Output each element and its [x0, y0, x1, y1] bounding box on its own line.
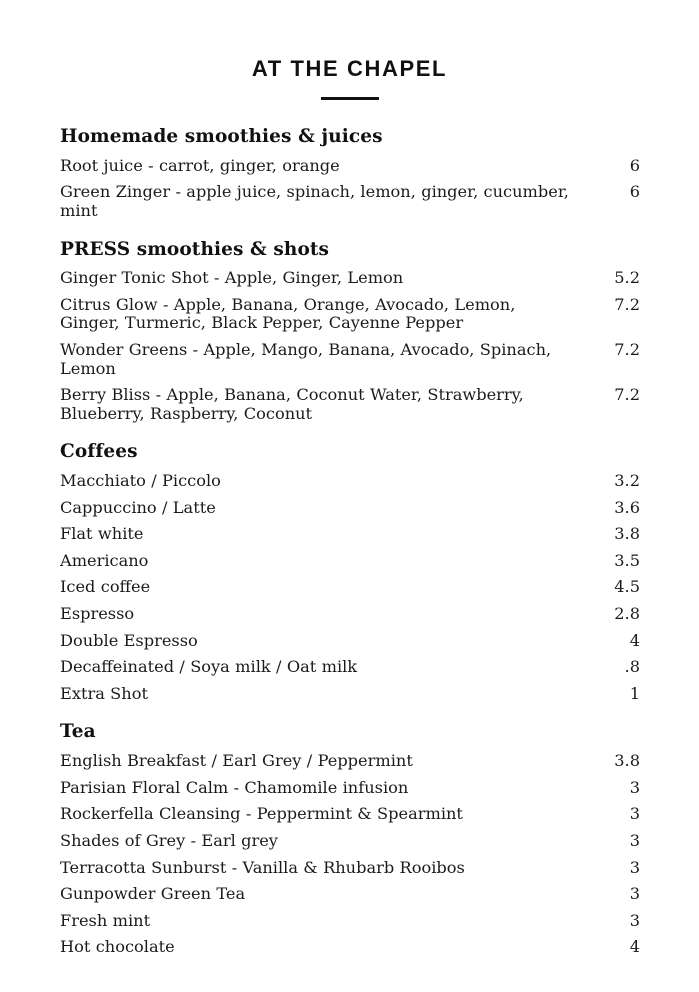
menu-item-name: Rockerfella Cleansing - Peppermint & Spearmint [60, 804, 463, 824]
menu-item [60, 521, 640, 548]
menu-item-name: Ginger Tonic Shot - Apple, Ginger, Lemon [60, 268, 404, 288]
menu-item-name: Fresh mint [60, 910, 151, 930]
menu-item-name: Espresso [60, 604, 135, 624]
menu-item [60, 681, 640, 708]
menu-item-name: Terracotta Sunburst - Vanilla & Rhubarb Rooibos [60, 857, 465, 877]
menu-item-name: Americano [60, 550, 149, 570]
menu-item-name: Wonder Greens - Apple, Mango, Banana, Avocado, Spinach, Lemon [60, 340, 552, 378]
menu-item [60, 775, 640, 802]
menu-item-price: 7.2 [614, 385, 640, 405]
menu-item-price: 3.6 [614, 497, 640, 517]
menu-item-name: English Breakfast / Earl Grey / Peppermint [60, 751, 413, 771]
menu-item [60, 748, 640, 775]
menu-item-price: 3 [629, 804, 640, 824]
menu-item-price: 6 [629, 155, 640, 175]
section-title: PRESS smoothies & shots [60, 238, 330, 260]
menu-item-name: Iced coffee [60, 577, 151, 597]
menu-item-list [60, 153, 640, 225]
menu-item-name: Hot chocolate [60, 937, 175, 957]
menu-item-name: Berry Bliss - Apple, Banana, Coconut Water, Strawberry, Blueberry, Raspberry, Coconut [60, 385, 524, 423]
menu-item-price: 3.5 [614, 550, 640, 570]
menu-item-list [60, 265, 640, 427]
menu-item-name: Macchiato / Piccolo [60, 471, 221, 491]
menu-item [60, 934, 640, 961]
menu-item-price: 4 [629, 630, 640, 650]
menu-item-name: Cappuccino / Latte [60, 497, 216, 517]
menu-item [60, 292, 640, 337]
menu-item [60, 265, 640, 292]
menu-item-list [60, 748, 640, 961]
menu-item-price: 3.8 [614, 751, 640, 771]
menu-item [60, 855, 640, 882]
menu-item-name: Flat white [60, 524, 144, 544]
page-title: AT THE CHAPEL [251, 56, 448, 81]
menu-item-name: Citrus Glow - Apple, Banana, Orange, Avocado, Lemon, Ginger, Turmeric, Black Pepper, Cayenne Pepper [60, 294, 516, 333]
menu-item-price: 3.2 [614, 471, 640, 491]
menu-item [60, 654, 640, 681]
menu-item [60, 153, 640, 180]
menu-item-name: Gunpowder Green Tea [60, 884, 246, 904]
menu-item [60, 548, 640, 575]
menu-item-price: 3 [629, 830, 640, 850]
menu-item-name: Root juice - carrot, ginger, orange [60, 155, 340, 175]
menu-item-price: 2.8 [614, 604, 640, 624]
title-divider-rule [321, 97, 379, 100]
menu-item-price: 6 [629, 182, 640, 202]
menu-item-name: Extra Shot [60, 683, 148, 703]
menu-item-name: Double Espresso [60, 630, 198, 650]
menu-item-name: Green Zinger - apple juice, spinach, lemon, ginger, cucumber, mint [60, 182, 569, 220]
menu-section [60, 442, 640, 707]
menu-item-price: 3 [629, 777, 640, 797]
menu-item-price: 4.5 [614, 577, 640, 597]
menu-item [60, 337, 640, 382]
menu-item-price: 3 [629, 857, 640, 877]
menu-item-price: 7.2 [614, 340, 640, 359]
menu-item-name: Shades of Grey - Earl grey [60, 830, 278, 850]
menu-item [60, 628, 640, 655]
menu-item-price: 5.2 [614, 268, 640, 288]
section-title: Homemade smoothies & juices [60, 126, 383, 147]
section-title: Tea [60, 721, 96, 743]
menu-item [60, 382, 640, 427]
section-title: Coffees [60, 441, 138, 463]
menu-item-price: 3 [629, 910, 640, 930]
menu-item [60, 828, 640, 855]
menu-item [60, 179, 640, 224]
menu-item-price: 3 [629, 884, 640, 904]
menu-item [60, 801, 640, 828]
menu-item-price: 3.8 [614, 524, 640, 544]
menu-item-price: 7.2 [614, 294, 640, 314]
menu-item [60, 468, 640, 495]
menu-item-name: Parisian Floral Calm - Chamomile infusion [60, 777, 409, 797]
menu-item [60, 574, 640, 601]
menu-item-list [60, 468, 640, 707]
menu-sections [0, 127, 699, 961]
menu-item [60, 601, 640, 628]
menu-item [60, 495, 640, 522]
menu-section [60, 722, 640, 960]
menu-item-price: 4 [629, 937, 640, 957]
masthead [0, 0, 699, 100]
menu-item-name: Decaffeinated / Soya milk / Oat milk [60, 657, 358, 677]
menu-item [60, 908, 640, 935]
menu-item-price: 1 [629, 683, 640, 703]
menu-section [60, 127, 640, 225]
menu-item-price: .8 [624, 657, 640, 677]
menu-item [60, 881, 640, 908]
menu-section [60, 240, 640, 428]
